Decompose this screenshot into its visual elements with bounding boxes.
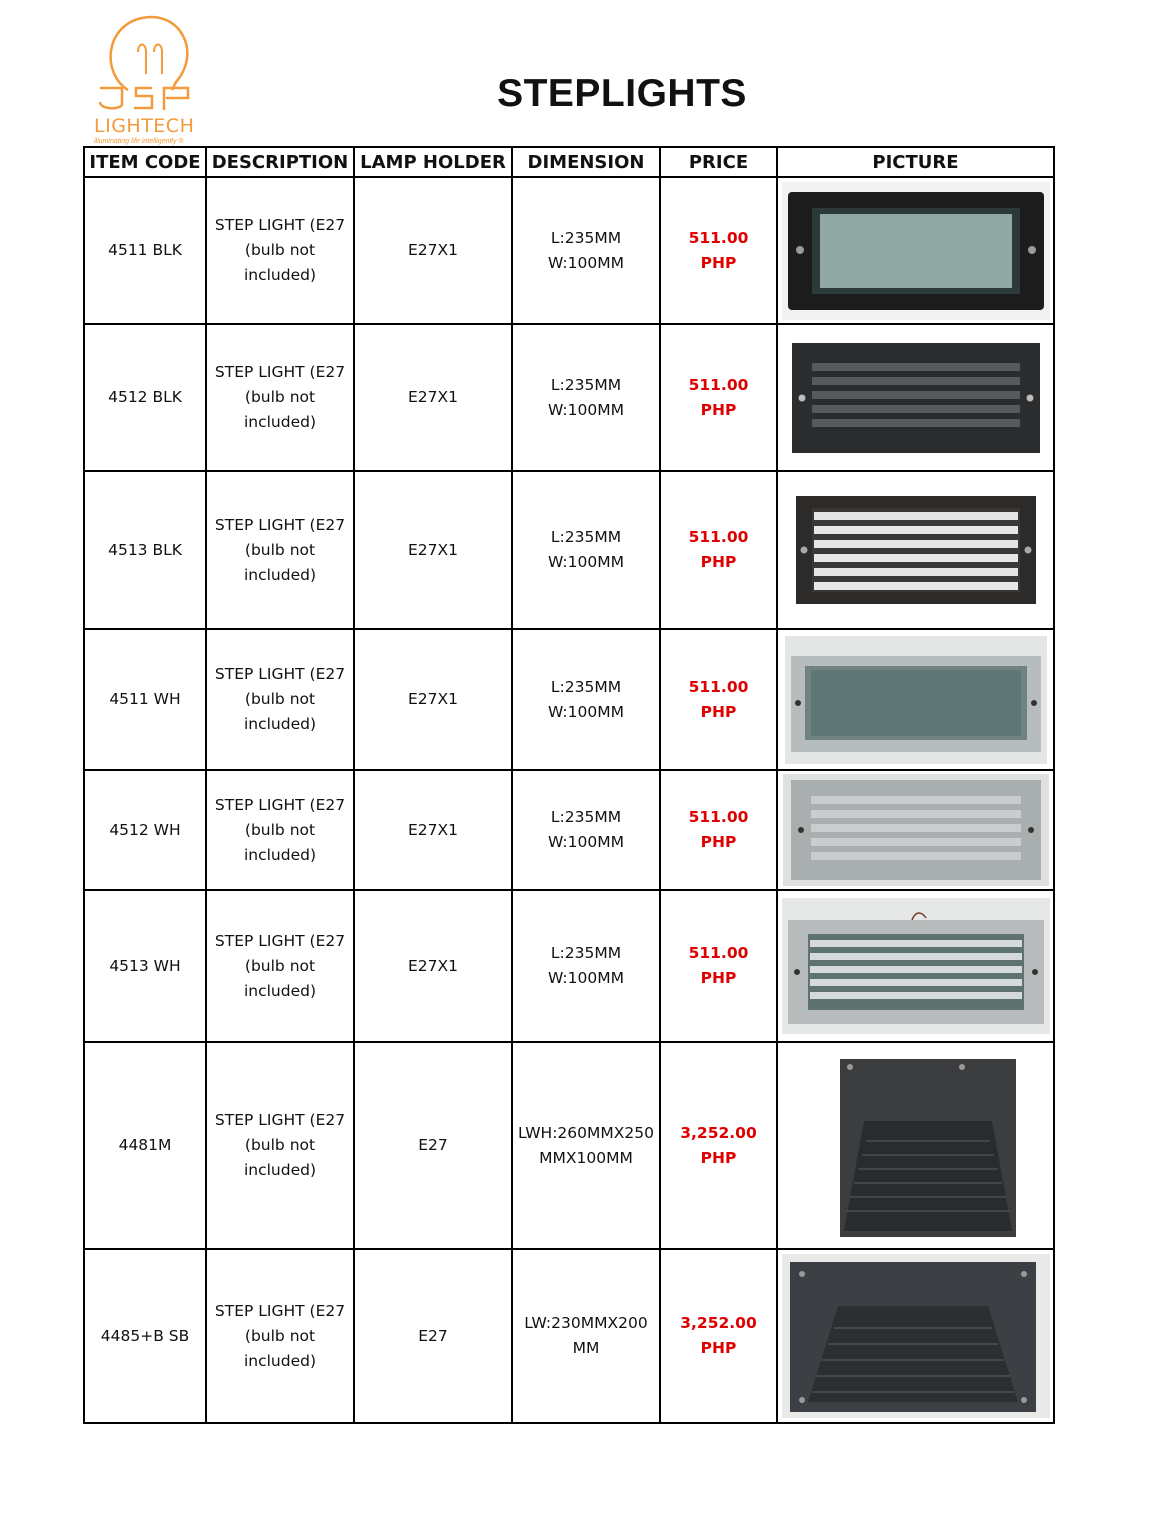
header-lamp-holder: LAMP HOLDER <box>354 147 512 177</box>
price-cell: 511.00 PHP <box>660 890 777 1042</box>
lamp-holder-cell: E27X1 <box>354 471 512 629</box>
picture-cell <box>777 1249 1054 1423</box>
price-cell: 511.00 PHP <box>660 177 777 324</box>
item-code-cell: 4485+B SB <box>84 1249 206 1423</box>
dark-rect-recessed-steplight-image <box>782 1254 1050 1418</box>
price-cell: 511.00 PHP <box>660 629 777 770</box>
description-cell: STEP LIGHT (E27 (bulb not included) <box>206 324 354 471</box>
logo-tagline: illuminating life intelligently ® <box>94 138 184 145</box>
dimension-cell: L:235MM W:100MM <box>512 770 660 890</box>
picture-cell <box>777 471 1054 629</box>
description-cell: STEP LIGHT (E27 (bulb not included) <box>206 629 354 770</box>
item-code-cell: 4511 WH <box>84 629 206 770</box>
dimension-cell: LWH:260MMX250 MMX100MM <box>512 1042 660 1249</box>
lamp-holder-cell: E27X1 <box>354 890 512 1042</box>
picture-cell <box>777 324 1054 471</box>
table-header-row <box>84 147 1054 177</box>
dimension-cell: LW:230MMX200 MM <box>512 1249 660 1423</box>
header-picture: PICTURE <box>777 147 1054 177</box>
table-row <box>84 890 1054 1042</box>
table-row <box>84 1249 1054 1423</box>
page-title: STEPLIGHTS <box>497 72 747 115</box>
picture-cell <box>777 1042 1054 1249</box>
picture-cell <box>777 629 1054 770</box>
white-louvered-steplight-image <box>783 774 1049 886</box>
price-cell: 3,252.00 PHP <box>660 1042 777 1249</box>
table-row <box>84 471 1054 629</box>
description-cell: STEP LIGHT (E27 (bulb not included) <box>206 177 354 324</box>
table-row <box>84 324 1054 471</box>
dimension-cell: L:235MM W:100MM <box>512 324 660 471</box>
picture-cell <box>777 890 1054 1042</box>
dimension-cell: L:235MM W:100MM <box>512 890 660 1042</box>
price-cell: 511.00 PHP <box>660 324 777 471</box>
item-code-cell: 4511 BLK <box>84 177 206 324</box>
item-code-cell: 4513 BLK <box>84 471 206 629</box>
table-row <box>84 629 1054 770</box>
table-row <box>84 770 1054 890</box>
black-louvered-steplight-image <box>782 329 1050 467</box>
white-frosted-glass-steplight-image <box>785 636 1047 764</box>
lamp-holder-cell: E27 <box>354 1249 512 1423</box>
lamp-holder-cell: E27 <box>354 1042 512 1249</box>
white-grille-steplight-image <box>782 898 1050 1034</box>
description-cell: STEP LIGHT (E27 (bulb not included) <box>206 890 354 1042</box>
lamp-holder-cell: E27X1 <box>354 177 512 324</box>
dark-square-recessed-steplight-image <box>816 1051 1016 1241</box>
header-price: PRICE <box>660 147 777 177</box>
description-cell: STEP LIGHT (E27 (bulb not included) <box>206 1042 354 1249</box>
lamp-holder-cell: E27X1 <box>354 324 512 471</box>
product-table <box>83 146 1055 1424</box>
price-cell: 511.00 PHP <box>660 471 777 629</box>
description-cell: STEP LIGHT (E27 (bulb not included) <box>206 471 354 629</box>
dimension-cell: L:235MM W:100MM <box>512 177 660 324</box>
price-cell: 3,252.00 PHP <box>660 1249 777 1423</box>
table-row <box>84 177 1054 324</box>
black-frosted-glass-steplight-image <box>782 182 1050 320</box>
black-grille-steplight-image <box>782 480 1050 620</box>
dimension-cell: L:235MM W:100MM <box>512 471 660 629</box>
header-dimension: DIMENSION <box>512 147 660 177</box>
table-row <box>84 1042 1054 1249</box>
header-description: DESCRIPTION <box>206 147 354 177</box>
item-code-cell: 4481M <box>84 1042 206 1249</box>
price-cell: 511.00 PHP <box>660 770 777 890</box>
item-code-cell: 4512 WH <box>84 770 206 890</box>
dimension-cell: L:235MM W:100MM <box>512 629 660 770</box>
picture-cell <box>777 770 1054 890</box>
lamp-holder-cell: E27X1 <box>354 770 512 890</box>
logo-brand-text: LIGHTECH <box>94 115 195 137</box>
description-cell: STEP LIGHT (E27 (bulb not included) <box>206 1249 354 1423</box>
header-item-code: ITEM CODE <box>84 147 206 177</box>
item-code-cell: 4513 WH <box>84 890 206 1042</box>
picture-cell <box>777 177 1054 324</box>
lamp-holder-cell: E27X1 <box>354 629 512 770</box>
description-cell: STEP LIGHT (E27 (bulb not included) <box>206 770 354 890</box>
item-code-cell: 4512 BLK <box>84 324 206 471</box>
